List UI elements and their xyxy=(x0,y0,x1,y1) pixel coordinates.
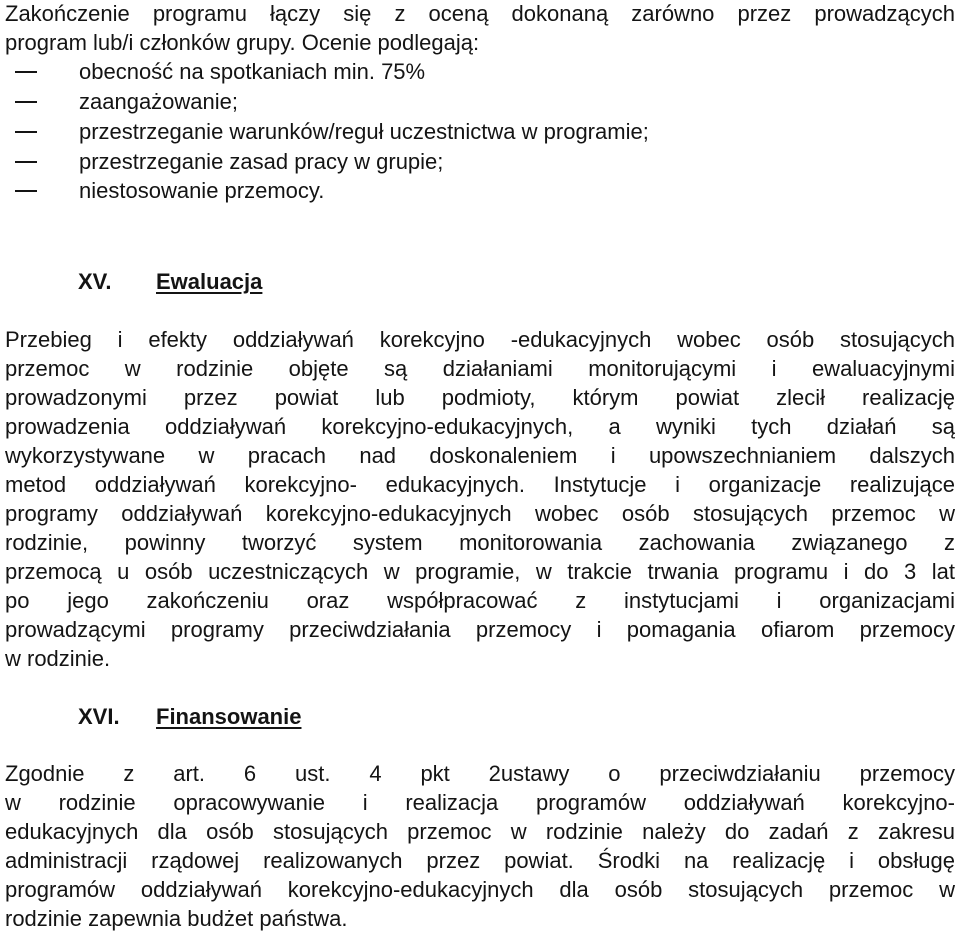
paragraph-line: prowadzenia oddziaływań korekcyjno-edukacyjnych, a wyniki tych działań są xyxy=(5,414,955,439)
intro-line-1: Zakończenie programu łączy się z oceną dokonaną zarówno przez prowadzących xyxy=(5,1,955,26)
dash-bullet-icon xyxy=(15,161,37,163)
section-title-ewaluacja: Ewaluacja xyxy=(156,269,263,294)
paragraph-line: rodzinie zapewnia budżet państwa. xyxy=(5,906,348,931)
paragraph-line: w rodzinie opracowywanie i realizacja programów oddziaływań korekcyjno- xyxy=(5,790,955,815)
paragraph-line: prowadzonymi przez powiat lub podmioty, którym powiat zlecił realizację xyxy=(5,385,955,410)
paragraph-line: metod oddziaływań korekcyjno- edukacyjnych. Instytucje i organizacje realizujące xyxy=(5,472,955,497)
paragraph-line: rodzinie, powinny tworzyć system monitorowania zachowania związanego z xyxy=(5,530,955,555)
paragraph-line: Przebieg i efekty oddziaływań korekcyjno -edukacyjnych wobec osób stosujących xyxy=(5,327,955,352)
section-title-finansowanie: Finansowanie xyxy=(156,704,302,729)
paragraph-line: prowadzącymi programy przeciwdziałania przemocy i pomagania ofiarom przemocy xyxy=(5,617,955,642)
criteria-item: przestrzeganie zasad pracy w grupie; xyxy=(79,149,444,174)
paragraph-line: Zgodnie z art. 6 ust. 4 pkt 2ustawy o przeciwdziałaniu przemocy xyxy=(5,761,955,786)
dash-bullet-icon xyxy=(15,190,37,192)
section-number-xvi: XVI. xyxy=(78,704,120,729)
dash-bullet-icon xyxy=(15,71,37,73)
criteria-item: obecność na spotkaniach min. 75% xyxy=(79,59,426,84)
paragraph-line: po jego zakończeniu oraz współpracować z instytucjami i organizacjami xyxy=(5,588,955,613)
paragraph-line: programy oddziaływań korekcyjno-edukacyjnych wobec osób stosujących przemoc w xyxy=(5,501,955,526)
dash-bullet-icon xyxy=(15,101,37,103)
paragraph-line: przemocą u osób uczestniczących w programie, w trakcie trwania programu i do 3 lat xyxy=(5,559,955,584)
criteria-item: przestrzeganie warunków/reguł uczestnictwa w programie; xyxy=(79,119,649,144)
paragraph-line: administracji rządowej realizowanych przez powiat. Środki na realizację i obsługę xyxy=(5,848,955,873)
intro-line-2: program lub/i członków grupy. Ocenie podlegają: xyxy=(5,30,480,55)
paragraph-line: przemoc w rodzinie objęte są działaniami monitorującymi i ewaluacyjnymi xyxy=(5,356,955,381)
dash-bullet-icon xyxy=(15,131,37,133)
criteria-item: niestosowanie przemocy. xyxy=(79,178,325,203)
criteria-item: zaangażowanie; xyxy=(79,89,239,114)
paragraph-line: w rodzinie. xyxy=(5,646,111,671)
paragraph-line: programów oddziaływań korekcyjno-edukacyjnych dla osób stosujących przemoc w xyxy=(5,877,955,902)
paragraph-line: edukacyjnych dla osób stosujących przemoc w rodzinie należy do zadań z zakresu xyxy=(5,819,955,844)
section-number-xv: XV. xyxy=(78,269,112,294)
paragraph-line: wykorzystywane w pracach nad doskonaleniem i upowszechnianiem dalszych xyxy=(5,443,955,468)
